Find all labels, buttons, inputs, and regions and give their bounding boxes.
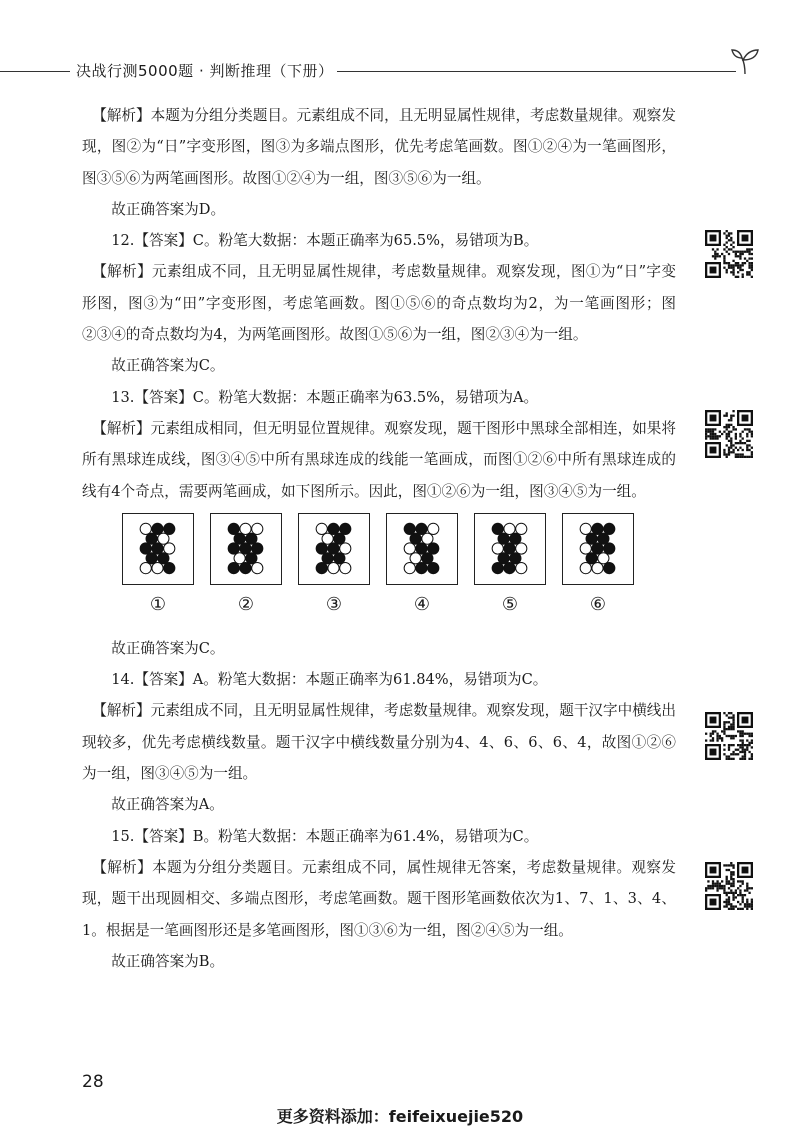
ball bbox=[416, 543, 427, 554]
ball bbox=[252, 562, 263, 573]
paragraph-12-analysis: 【解析】元素组成不同，且无明显属性规律，考虑数量规律。观察发现，图①为“日”字变形图，图③为“田”字变形图，考虑笔画数。图①⑤⑥的奇点数均为2，为一笔画图形；图②③④的奇点数均为4，为两笔画图形。故图①⑤⑥为一组，图②③④为一组。 bbox=[82, 263, 676, 344]
ball bbox=[580, 543, 591, 554]
ball bbox=[586, 553, 597, 564]
ball bbox=[240, 523, 251, 534]
figure-label-3: ③ bbox=[325, 593, 343, 615]
running-header bbox=[0, 56, 800, 86]
paragraph-14-answer: 故正确答案为A。 bbox=[111, 796, 224, 814]
ball bbox=[416, 562, 427, 573]
paragraph-12-header: 12.【答案】C。粉笔大数据：本题正确率为65.5%，易错项为B。 bbox=[111, 232, 539, 250]
figure-6 bbox=[562, 513, 634, 585]
qr-code-icon[interactable] bbox=[705, 230, 753, 278]
ball bbox=[316, 543, 327, 554]
ball bbox=[504, 523, 515, 534]
ball bbox=[228, 543, 239, 554]
ball bbox=[322, 533, 333, 544]
main-content bbox=[82, 100, 676, 977]
paragraph-13-analysis: 【解析】元素组成相同，但无明显位置规律。观察发现，题干图形中黑球全部相连，如果将所有黑球连成线，图③④⑤中所有黑球连成的线能一笔画成，而图①②⑥中所有黑球连成的线有4个奇点，需要两笔画成，如下图所示。因此，图①②⑥为一组，图③④⑤为一组。 bbox=[82, 419, 676, 500]
ball bbox=[428, 562, 439, 573]
ball bbox=[510, 553, 521, 564]
ball bbox=[164, 543, 175, 554]
ball bbox=[328, 562, 339, 573]
paragraph-12-answer: 故正确答案为C。 bbox=[111, 357, 225, 375]
figure-label-6: ⑥ bbox=[589, 593, 607, 615]
ball bbox=[334, 533, 345, 544]
ball bbox=[140, 562, 151, 573]
ball bbox=[598, 533, 609, 544]
ball bbox=[498, 553, 509, 564]
ball-cluster-drawing bbox=[123, 514, 192, 583]
ball bbox=[328, 523, 339, 534]
header-rule-left bbox=[0, 71, 70, 72]
ball-cluster-drawing bbox=[475, 514, 544, 583]
ball bbox=[428, 543, 439, 554]
ball bbox=[604, 562, 615, 573]
ball bbox=[228, 523, 239, 534]
ball bbox=[140, 523, 151, 534]
sprout-icon bbox=[728, 46, 762, 76]
paragraph-15-header: 15.【答案】B。粉笔大数据：本题正确率为61.4%，易错项为C。 bbox=[111, 827, 539, 845]
paragraph-14-header: 14.【答案】A。粉笔大数据：本题正确率为61.84%，易错项为C。 bbox=[111, 671, 548, 689]
paragraph-14-analysis: 【解析】元素组成不同，且无明显属性规律，考虑数量规律。观察发现，题干汉字中横线出现较多，优先考虑横线数量。题干汉字中横线数量分别为4、4、6、6、6、4，故图①②⑥为一组，图③④⑤为一组。 bbox=[82, 702, 676, 783]
ball bbox=[146, 553, 157, 564]
ball bbox=[416, 523, 427, 534]
ball bbox=[158, 553, 169, 564]
ball bbox=[580, 562, 591, 573]
qr-code-icon[interactable] bbox=[705, 712, 753, 760]
ball bbox=[152, 543, 163, 554]
ball bbox=[234, 533, 245, 544]
ball bbox=[504, 543, 515, 554]
ball bbox=[428, 523, 439, 534]
paragraph-13-answer: 故正确答案为C。 bbox=[111, 639, 225, 657]
figure-label-4: ④ bbox=[413, 593, 431, 615]
ball bbox=[158, 533, 169, 544]
ball bbox=[228, 562, 239, 573]
ball bbox=[404, 523, 415, 534]
ball bbox=[410, 553, 421, 564]
ball bbox=[598, 553, 609, 564]
ball bbox=[164, 562, 175, 573]
ball bbox=[246, 553, 257, 564]
paragraph-15-analysis: 【解析】本题为分组分类题目。元素组成不同，属性规律无答案，考虑数量规律。观察发现，题干出现圆相交、多端点图形，考虑笔画数。题干图形笔画数依次为1、7、1、3、4、1。根据是一笔画图形还是多笔画图形，图①③⑥为一组，图②④⑤为一组。 bbox=[82, 858, 676, 939]
ball bbox=[340, 543, 351, 554]
ball-cluster-drawing bbox=[563, 514, 632, 583]
page-number: 28 bbox=[82, 1072, 104, 1092]
ball bbox=[404, 543, 415, 554]
figure-label-5: ⑤ bbox=[501, 593, 519, 615]
footer-note: 更多资料添加：feifeixuejie520 bbox=[276, 1107, 524, 1126]
ball bbox=[592, 523, 603, 534]
ball bbox=[152, 562, 163, 573]
header-rule-right bbox=[300, 71, 736, 72]
ball bbox=[146, 533, 157, 544]
ball bbox=[422, 553, 433, 564]
ball-cluster-drawing bbox=[299, 514, 368, 583]
ball bbox=[592, 543, 603, 554]
ball bbox=[152, 523, 163, 534]
ball bbox=[492, 562, 503, 573]
figure-1 bbox=[122, 513, 194, 585]
ball bbox=[492, 523, 503, 534]
ball bbox=[492, 543, 503, 554]
paragraph-13-header: 13.【答案】C。粉笔大数据：本题正确率为63.5%，易错项为A。 bbox=[111, 388, 539, 406]
qr-code-icon[interactable] bbox=[705, 410, 753, 458]
ball bbox=[328, 543, 339, 554]
ball bbox=[498, 533, 509, 544]
ball bbox=[604, 543, 615, 554]
ball bbox=[404, 562, 415, 573]
ball bbox=[234, 553, 245, 564]
ball bbox=[322, 553, 333, 564]
qr-code-icon[interactable] bbox=[705, 862, 753, 910]
ball bbox=[516, 543, 527, 554]
figure-label-2: ② bbox=[237, 593, 255, 615]
ball bbox=[340, 523, 351, 534]
header-title: 决战行测5000题 · 判断推理（下册） bbox=[72, 60, 337, 81]
figure-2 bbox=[210, 513, 282, 585]
ball bbox=[240, 543, 251, 554]
ball bbox=[410, 533, 421, 544]
ball bbox=[422, 533, 433, 544]
ball bbox=[240, 562, 251, 573]
ball bbox=[316, 562, 327, 573]
figure-4 bbox=[386, 513, 458, 585]
ball-cluster-drawing bbox=[387, 514, 456, 583]
ball bbox=[504, 562, 515, 573]
paragraph-11-answer: 故正确答案为D。 bbox=[111, 200, 226, 218]
paragraph-15-answer: 故正确答案为B。 bbox=[111, 952, 225, 970]
figure-5 bbox=[474, 513, 546, 585]
ball bbox=[340, 562, 351, 573]
figure-3 bbox=[298, 513, 370, 585]
ball bbox=[164, 523, 175, 534]
ball bbox=[252, 523, 263, 534]
ball bbox=[586, 533, 597, 544]
ball bbox=[516, 523, 527, 534]
ball bbox=[516, 562, 527, 573]
ball bbox=[580, 523, 591, 534]
ball-cluster-drawing bbox=[211, 514, 280, 583]
figure-label-1: ① bbox=[149, 593, 167, 615]
ball bbox=[592, 562, 603, 573]
ball bbox=[510, 533, 521, 544]
ball bbox=[252, 543, 263, 554]
ball bbox=[316, 523, 327, 534]
ball bbox=[140, 543, 151, 554]
ball bbox=[246, 533, 257, 544]
figure-row bbox=[82, 513, 676, 629]
ball bbox=[334, 553, 345, 564]
ball bbox=[604, 523, 615, 534]
paragraph-11-analysis: 【解析】本题为分组分类题目。元素组成不同，且无明显属性规律，考虑数量规律。观察发现，图②为“日”字变形图，图③为多端点图形，优先考虑笔画数。图①②④为一笔画图形，图③⑤⑥为两笔画图形。故图①②④为一组，图③⑤⑥为一组。 bbox=[82, 107, 676, 187]
